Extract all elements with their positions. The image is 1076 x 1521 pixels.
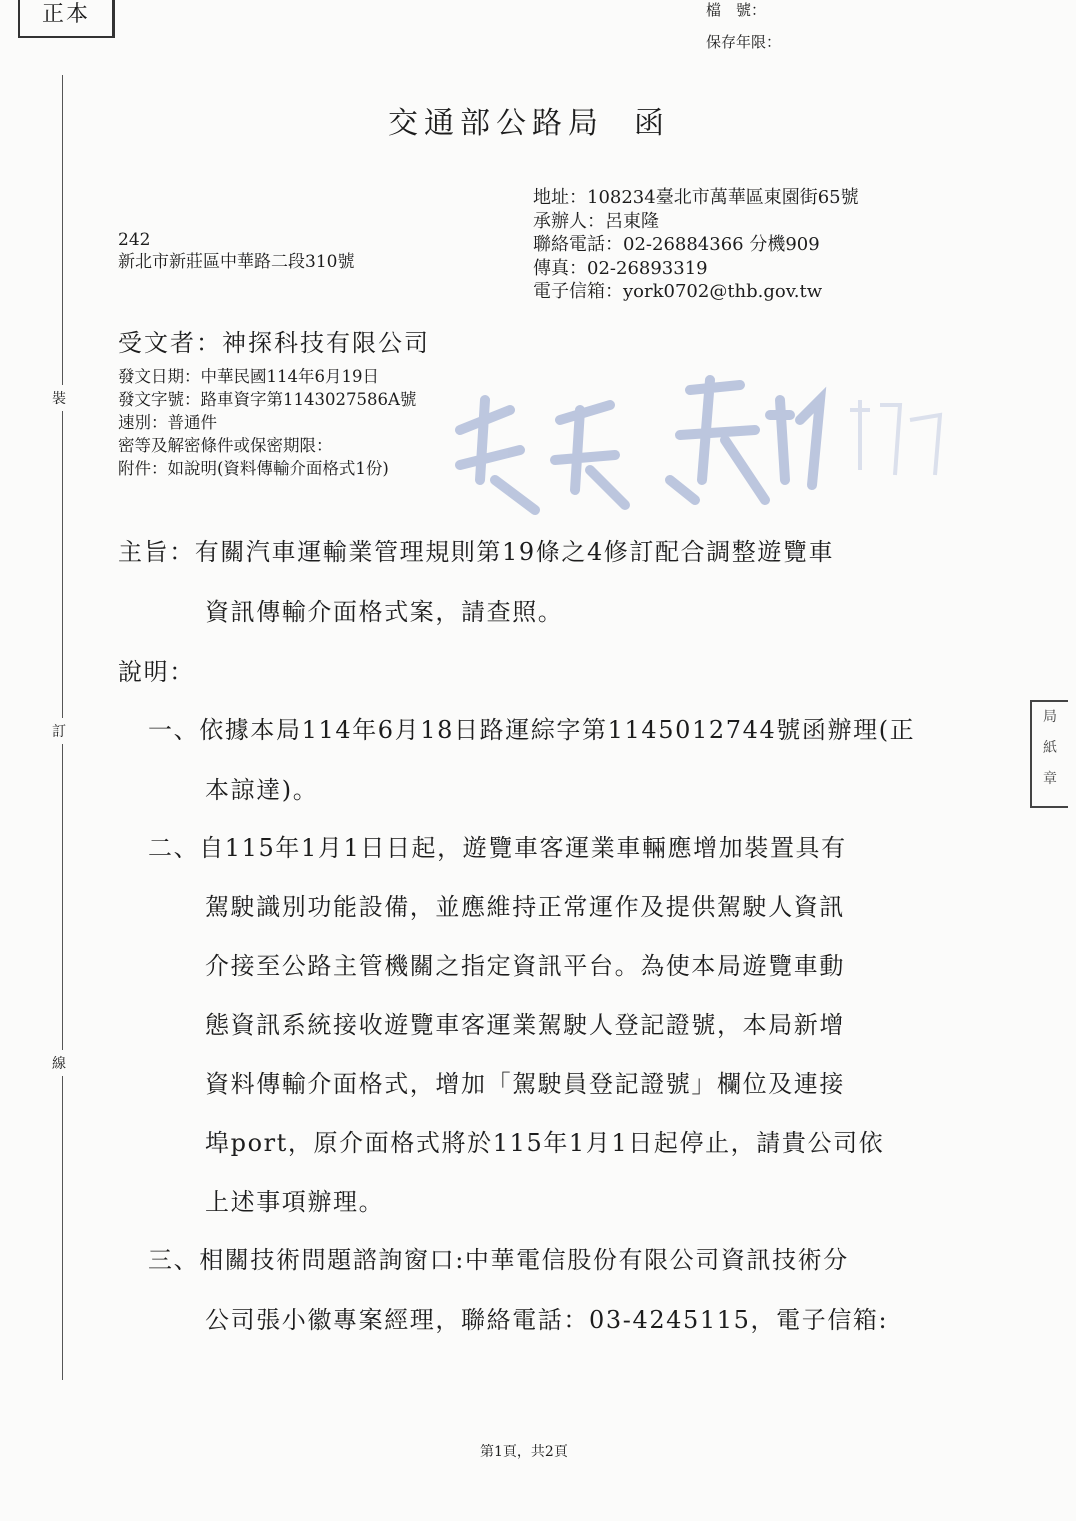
subject-line-1: 主旨：有關汽車運輸業管理規則第19條之4修訂配合調整遊覽車 bbox=[118, 538, 835, 566]
item-2-line-1: 二、自115年1月1日日起，遊覽車客運業車輛應增加裝置具有 bbox=[148, 834, 847, 862]
side-stamp-char-1: 局 bbox=[1043, 709, 1057, 725]
official-seal-icon bbox=[440, 360, 960, 520]
explanation-label: 說明： bbox=[118, 658, 195, 686]
email-address: 電子信箱：york0702@thb.gov.tw bbox=[533, 281, 823, 302]
document-number: 發文字號：路車資字第1143027586A號 bbox=[118, 390, 417, 409]
item-2-line-4: 態資訊系統接收遊覽車客運業駕駛人登記證號，本局新增 bbox=[205, 1011, 845, 1039]
item-2-line-3: 介接至公路主管機關之指定資訊平台。為使本局遊覽車動 bbox=[205, 952, 845, 980]
item-2-line-6: 埠port，原介面格式將於115年1月1日起停止，請貴公司依 bbox=[205, 1129, 885, 1157]
case-officer: 承辦人：呂東隆 bbox=[533, 210, 659, 232]
file-number-label: 檔 號： bbox=[706, 1, 767, 19]
recipient-address-block bbox=[118, 229, 354, 273]
side-stamp-char-2: 紙 bbox=[1043, 740, 1057, 756]
fax-number: 傳真：02-26893319 bbox=[533, 257, 708, 279]
attachment: 附件：如說明(資料傳輸介面格式1份) bbox=[118, 459, 389, 478]
contact-phone: 聯絡電話：02-26884366 分機909 bbox=[533, 234, 820, 255]
item-2-line-2: 駕駛識別功能設備，並應維持正常運作及提供駕駛人資訊 bbox=[205, 893, 845, 921]
agency-name: 交通部公路局 bbox=[388, 106, 604, 141]
side-stamp-char-3: 章 bbox=[1043, 771, 1057, 787]
item-2-line-7: 上述事項辦理。 bbox=[205, 1188, 385, 1216]
original-copy-stamp: 正本 bbox=[18, 0, 115, 38]
document-kind: 函 bbox=[634, 106, 670, 141]
item-3-line-2: 公司張小徽專案經理，聯絡電話：03-4245115，電子信箱: bbox=[205, 1306, 889, 1334]
postal-code: 242 bbox=[118, 230, 151, 250]
side-stamp bbox=[1030, 700, 1068, 808]
item-3-line-1: 三、相關技術問題諮詢窗口:中華電信股份有限公司資訊技術分 bbox=[148, 1246, 849, 1274]
item-2-line-5: 資料傳輸介面格式，增加「駕駛員登記證號」欄位及連接 bbox=[205, 1070, 845, 1098]
recipient-street-address: 新北市新莊區中華路二段310號 bbox=[118, 252, 355, 272]
issue-date: 發文日期：中華民國114年6月19日 bbox=[118, 367, 379, 386]
item-1-line-2: 本諒達)。 bbox=[205, 776, 319, 804]
classification: 密等及解密條件或保密期限： bbox=[118, 436, 333, 455]
binding-mark-staple: 訂 bbox=[52, 718, 66, 744]
sender-address: 地址：108234臺北市萬華區東園街65號 bbox=[533, 187, 859, 208]
sender-contact-block bbox=[533, 186, 859, 304]
binding-mark-bind: 裝 bbox=[52, 385, 66, 411]
document-title bbox=[388, 98, 670, 142]
document-meta bbox=[118, 365, 416, 480]
binding-mark-line: 線 bbox=[52, 1050, 66, 1076]
recipient-line: 受文者：神探科技有限公司 bbox=[118, 329, 430, 357]
retention-label: 保存年限： bbox=[706, 33, 782, 51]
page-number: 第1頁，共2頁 bbox=[480, 1444, 568, 1460]
subject-line-2: 資訊傳輸介面格式案，請查照。 bbox=[205, 598, 564, 626]
urgency: 速別：普通件 bbox=[118, 413, 217, 432]
item-1-line-1: 一、依據本局114年6月18日路運綜字第1145012744號函辦理(正 bbox=[148, 716, 916, 744]
